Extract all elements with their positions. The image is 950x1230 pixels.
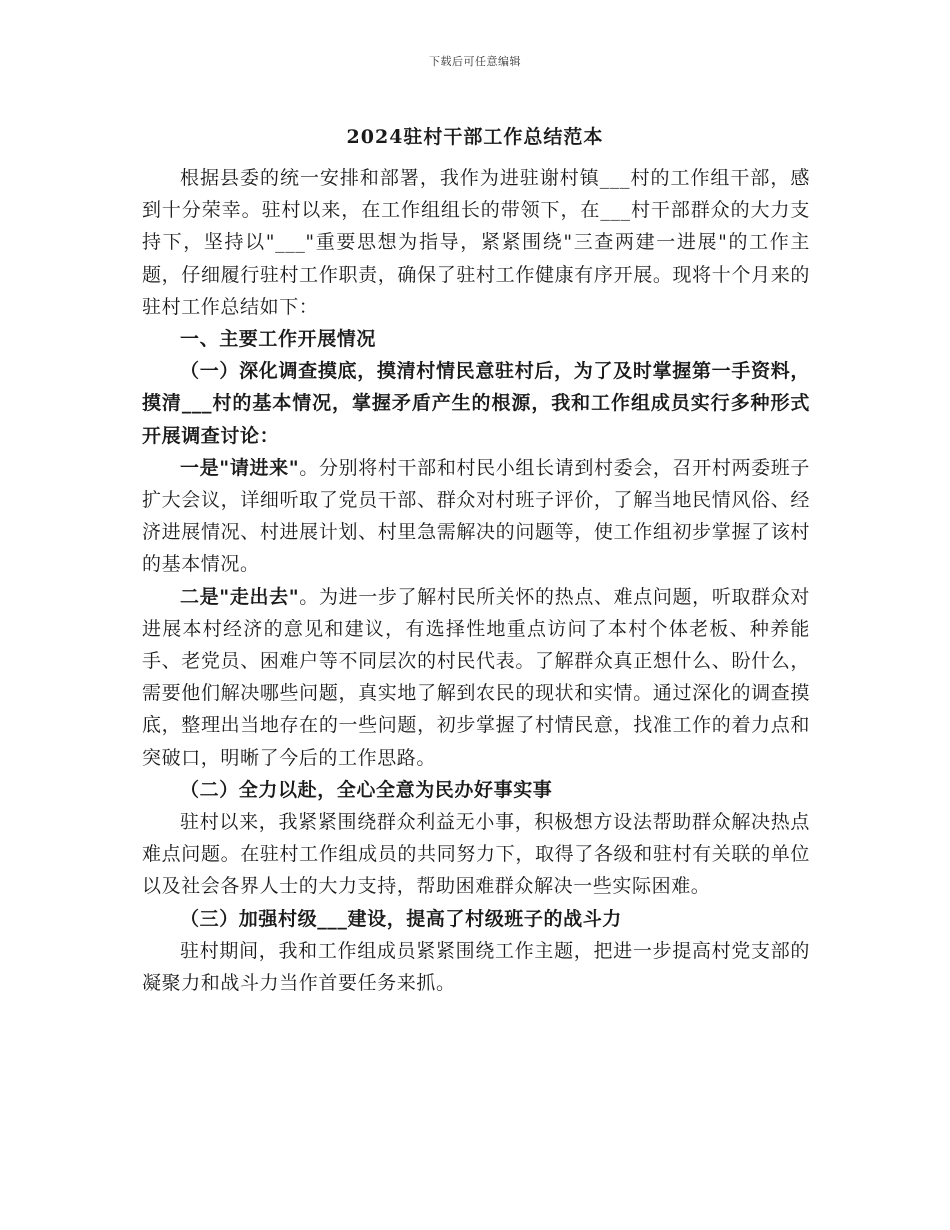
paragraph-invite <box>142 452 810 581</box>
header-note: 下载后可任意编辑 <box>429 55 521 68</box>
paragraph-invite-text: 。分别将村干部和村民小组长请到村委会，召开村两委班子扩大会议，详细听取了党员干部、群众对村班子评价，了解当地民情风俗、经济进展情况、村进展计划、村里急需解决的问题等，使工作组初步掌握了该村的基本情况。 <box>142 456 810 576</box>
paragraph-outreach <box>142 581 810 774</box>
section-heading-1: 一、主要工作开展情况 <box>180 328 377 351</box>
paragraph-party-building: 驻村期间，我和工作组成员紧紧围绕工作主题，把进一步提高村党支部的凝聚力和战斗力当作首要任务来抓。 <box>142 939 810 995</box>
subsection-heading-2: （二）全力以赴，全心全意为民办好事实事 <box>180 778 553 801</box>
paragraph-intro: 根据县委的统一安排和部署，我作为进驻谢村镇___村的工作组干部，感到十分荣幸。驻村以来，在工作组组长的带领下，在___村干部群众的大力支持下，坚持以"___"重要思想为指导，紧紧围绕"三查两建一进展"的工作主题，仔细履行驻村工作职责，确保了驻村工作健康有序开展。现将十个月来的驻村工作总结如下： <box>142 167 810 318</box>
paragraph-invite-lead: 一是"请进来" <box>180 456 300 479</box>
paragraph-outreach-lead: 二是"走出去" <box>180 585 300 608</box>
paragraph-service: 驻村以来，我紧紧围绕群众利益无小事，积极想方设法帮助群众解决热点难点问题。在驻村工作组成员的共同努力下，取得了各级和驻村有关联的单位以及社会各界人士的大力支持，帮助困难群众解决一些实际困难。 <box>142 811 810 898</box>
subsection-heading-1: （一）深化调查摸底，摸清村情民意驻村后，为了及时掌握第一手资料，摸清___村的基本情况，掌握矛盾产生的根源，我和工作组成员实行多种形式开展调查讨论： <box>142 360 810 447</box>
document-title: 2024驻村干部工作总结范本 <box>346 126 604 148</box>
subsection-heading-3: （三）加强村级___建设，提高了村级班子的战斗力 <box>180 907 622 930</box>
document-body <box>142 162 810 999</box>
paragraph-outreach-text: 。为进一步了解村民所关怀的热点、难点问题，听取群众对进展本村经济的意见和建议，有选择性地重点访问了本村个体老板、种养能手、老党员、困难户等不同层次的村民代表。了解群众真正想什么、盼什么，需要他们解决哪些问题，真实地了解到农民的现状和实情。通过深化的调查摸底，整理出当地存在的一些问题，初步掌握了村情民意，找准工作的着力点和突破口，明晰了今后的工作思路。 <box>142 585 810 769</box>
